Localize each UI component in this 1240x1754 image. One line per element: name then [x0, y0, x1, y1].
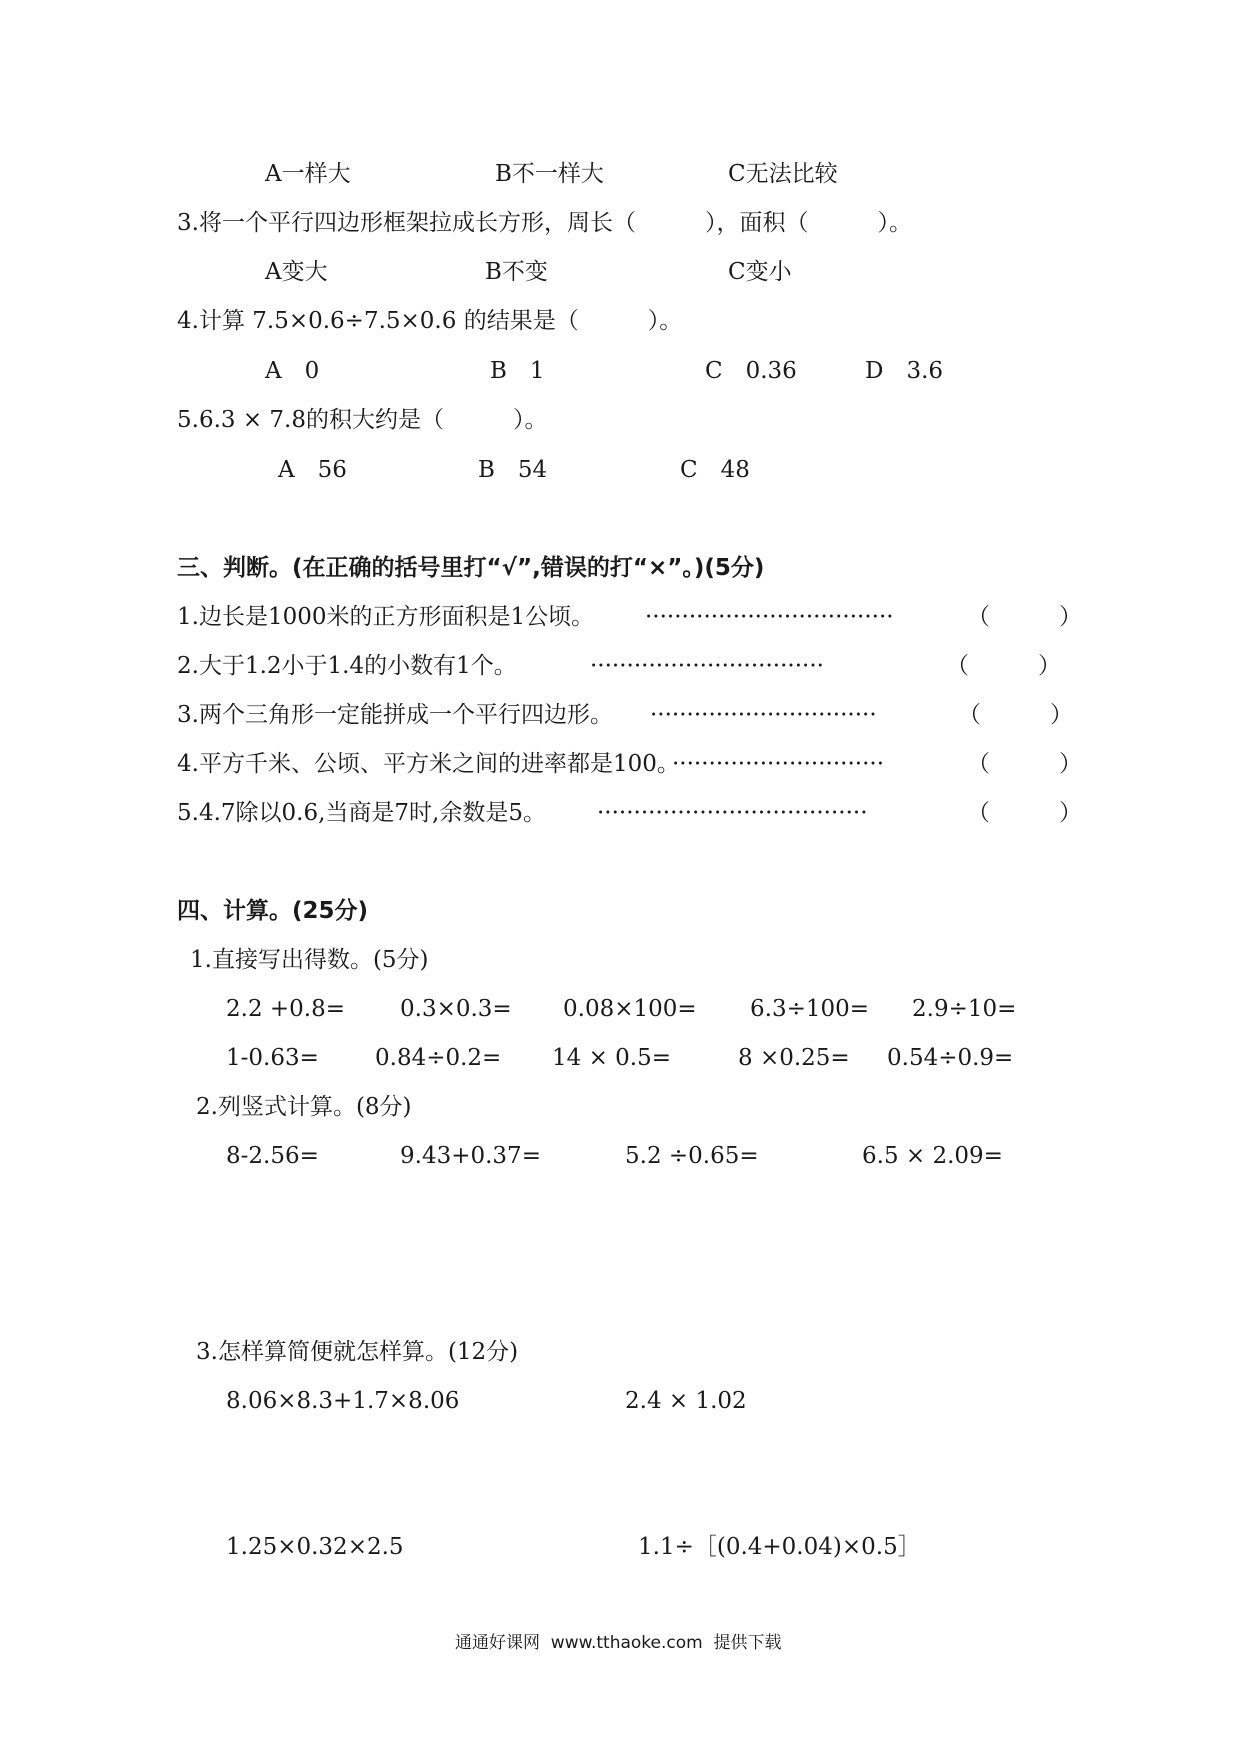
judge-item-5-text: 5.4.7除以0.6,当商是7时,余数是5。 [177, 800, 546, 826]
part-2-title: 2.列竖式计算。(8分) [196, 1094, 412, 1120]
q3-option-c: C变小 [728, 259, 792, 285]
judge-item-3-paren: （ ） [958, 702, 1073, 728]
oral-calc-8: 14 × 0.5= [552, 1045, 672, 1071]
question-4: 4.计算 7.5×0.6÷7.5×0.6 的结果是（ ）。 [177, 308, 683, 334]
q2-option-a: A一样大 [265, 161, 351, 187]
oral-calc-9: 8 ×0.25= [738, 1045, 850, 1071]
oral-calc-2: 0.3×0.3= [400, 996, 512, 1022]
judge-item-5-dots: ····································· [597, 800, 868, 826]
vertical-calc-4: 6.5 × 2.09= [862, 1143, 1003, 1169]
oral-calc-10: 0.54÷0.9= [887, 1045, 1014, 1071]
part-3-title: 3.怎样算简便就怎样算。(12分) [196, 1339, 519, 1365]
vertical-calc-2: 9.43+0.37= [400, 1143, 541, 1169]
judge-item-5-paren: （ ） [967, 800, 1082, 826]
question-5: 5.6.3 × 7.8的积大约是（ ）。 [177, 407, 548, 433]
judge-item-1-paren: （ ） [967, 604, 1082, 630]
vertical-calc-3: 5.2 ÷0.65= [625, 1143, 759, 1169]
q2-option-b: B不一样大 [495, 161, 604, 187]
question-3: 3.将一个平行四边形框架拉成长方形，周长（ ），面积（ ）。 [177, 210, 912, 236]
q5-option-a: A 56 [278, 457, 347, 483]
judge-item-1-dots: ·································· [645, 604, 894, 630]
oral-calc-5: 2.9÷10= [912, 996, 1017, 1022]
part-1-title: 1.直接写出得数。(5分) [190, 947, 429, 973]
q4-option-a: A 0 [265, 358, 320, 384]
q5-option-b: B 54 [478, 457, 548, 483]
q4-option-b: B 1 [490, 358, 545, 384]
oral-calc-3: 0.08×100= [563, 996, 697, 1022]
oral-calc-6: 1-0.63= [226, 1045, 319, 1071]
simplify-calc-3: 1.25×0.32×2.5 [226, 1534, 404, 1560]
section-3-title: 三、判断。(在正确的括号里打“√”,错误的打“×”。)(5分) [177, 555, 765, 581]
judge-item-3-dots: ······························· [650, 702, 877, 728]
oral-calc-1: 2.2 +0.8= [226, 996, 346, 1022]
simplify-calc-1: 8.06×8.3+1.7×8.06 [226, 1388, 460, 1414]
vertical-calc-1: 8-2.56= [226, 1143, 319, 1169]
q3-option-b: B不变 [485, 259, 548, 285]
simplify-calc-4: 1.1÷［(0.4+0.04)×0.5］ [638, 1534, 921, 1560]
simplify-calc-2: 2.4 × 1.02 [625, 1388, 747, 1414]
q5-option-c: C 48 [680, 457, 750, 483]
oral-calc-7: 0.84÷0.2= [375, 1045, 502, 1071]
oral-calc-4: 6.3÷100= [750, 996, 870, 1022]
q3-option-a: A变大 [265, 259, 328, 285]
q2-option-c: C无法比较 [728, 161, 838, 187]
q4-option-c: C 0.36 [705, 358, 797, 384]
judge-item-3-text: 3.两个三角形一定能拼成一个平行四边形。 [177, 702, 613, 728]
judge-item-4-text: 4.平方千米、公顷、平方米之间的进率都是100。 [177, 751, 680, 777]
judge-item-2-text: 2.大于1.2小于1.4的小数有1个。 [177, 653, 517, 679]
judge-item-2-paren: （ ） [946, 653, 1061, 679]
section-4-title: 四、计算。(25分) [177, 898, 369, 924]
judge-item-4-paren: （ ） [967, 751, 1082, 777]
judge-item-2-dots: ································ [590, 653, 824, 679]
footer-credit: 通通好课网 www.tthaoke.com 提供下载 [455, 1633, 782, 1653]
judge-item-4-dots: ····························· [672, 751, 885, 777]
q4-option-d: D 3.6 [865, 358, 944, 384]
judge-item-1-text: 1.边长是1000米的正方形面积是1公顷。 [177, 604, 595, 630]
